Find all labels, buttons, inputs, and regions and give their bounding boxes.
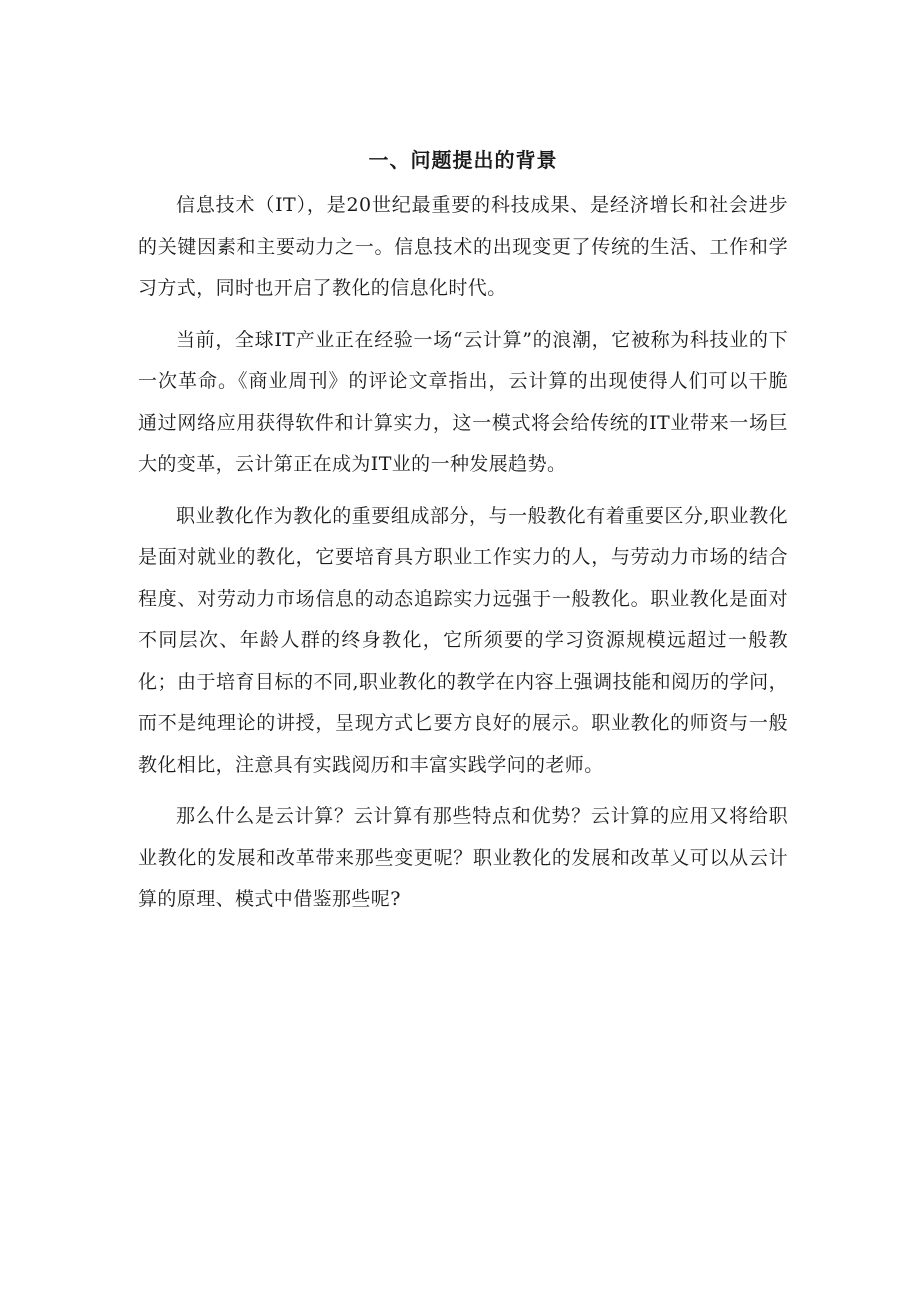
paragraph-4: 那么什么是云计算？云计算有那些特点和优势？云计算的应用又将给职业教化的发展和改革带来那些变更呢？职业教化的发展和改革乂可以从云计算的原理、模式中借鉴那些呢?	[138, 805, 788, 910]
paragraph-3: 职业教化作为教化的重要组成部分，与一般教化有着重要区分,职业教化是面对就业的教化，它要培育具方职业工作实力的人，与劳动力市场的结合程度、对劳动力市场信息的动态追踪实力远强于一般教化。职业教化是面对不同层次、年龄人群的终身教化，它所须要的学习资源规模远超过一般教化；由于培育目标的不同,职业教化的教学在内容上强调技能和阅历的学问，而不是纯理论的讲授，呈现方式匕要方良好的展示。职业教化的师资与一般教化相比，注意具有实践阅历和丰富实践学问的老师。	[138, 504, 788, 776]
document-page	[138, 140, 788, 931]
paragraph-1: 信息技术（IT），是20世纪最重要的科技成果、是经济增长和社会进步的关键因素和主要动力之一。信息技术的出现变更了传统的生活、工作和学习方式，同时也开启了教化的信息化时代。	[138, 194, 788, 299]
paragraph-2: 当前，全球IT产业正在经验一场“云计算”的浪潮，它被称为科技业的下一次革命。《商业周刊》的评论文章指出，云计算的出现使得人们可以干脆通过网络应用获得软件和计算实力，这一模式将会给传统的IT业带来一场巨大的变革，云计第正在成为IT业的一种发展趋势。	[138, 328, 788, 475]
section-heading: 一、问题提出的背景	[368, 148, 558, 172]
